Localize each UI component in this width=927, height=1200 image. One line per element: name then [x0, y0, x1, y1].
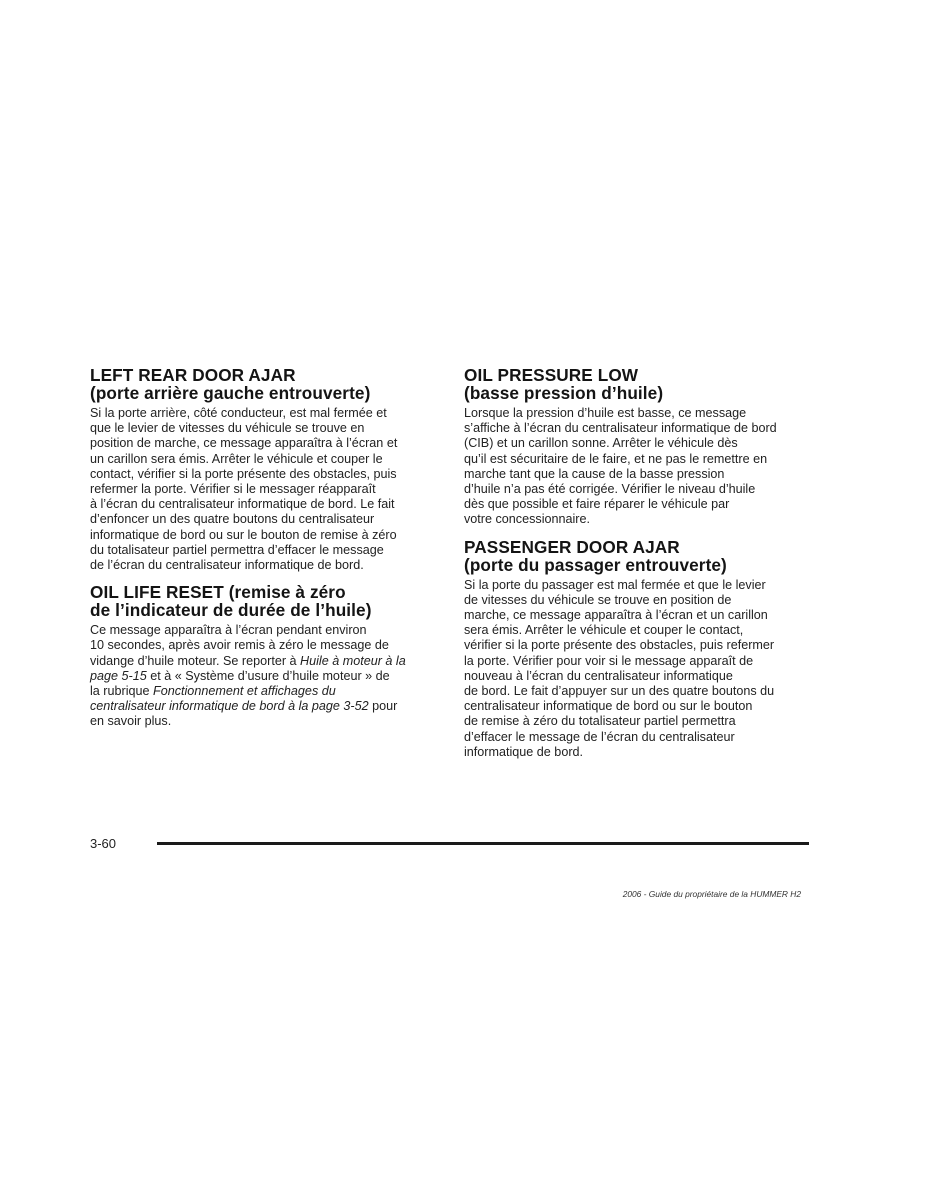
left-column — [90, 366, 438, 740]
section-heading: OIL PRESSURE LOW (basse pression d’huile) — [464, 365, 664, 403]
body-line: s’affiche à l’écran du centralisateur informatique de bord — [464, 421, 777, 436]
body-line: informatique de bord. — [464, 744, 584, 759]
body-line: vérifier si la porte présente des obstacles, puis refermer — [464, 638, 775, 653]
body-line: d’effacer le message de l’écran du centralisateur — [464, 729, 735, 744]
cross-reference-link[interactable]: Fonctionnement et affichages du — [153, 684, 336, 699]
section-left-rear-door-ajar — [90, 366, 438, 573]
section-oil-pressure-low — [464, 366, 812, 528]
body-line: refermer la porte. Vérifier si le messager réapparaît — [90, 482, 376, 497]
body-line: (CIB) et un carillon sonne. Arrêter le véhicule dès — [464, 436, 738, 451]
body-line: d’huile n’a pas été corrigée. Vérifier le niveau d’huile — [464, 482, 756, 497]
body-line: d’enfoncer un des quatre boutons du centralisateur — [90, 512, 375, 527]
body-line: vidange d’huile moteur. Se reporter à Huile à moteur à la — [90, 653, 406, 668]
body-line: de l’écran du centralisateur informatique de bord. — [90, 558, 364, 573]
section-body — [90, 406, 438, 573]
body-line: un carillon sera émis. Arrêter le véhicule et couper le — [90, 451, 383, 466]
body-line: Lorsque la pression d’huile est basse, ce message — [464, 406, 747, 420]
body-line: marche, ce message apparaîtra à l’écran et un carillon — [464, 608, 768, 623]
body-line: à l’écran du centralisateur informatique de bord. Le fait — [90, 497, 395, 512]
body-line: informatique de bord ou sur le bouton de remise à zéro — [90, 527, 397, 542]
body-line: que le levier de vitesses du véhicule se trouve en — [90, 421, 365, 436]
body-line: page 5-15 et à « Système d’usure d’huile moteur » de — [90, 668, 390, 683]
section-body — [90, 623, 438, 729]
body-line: nouveau à l’écran du centralisateur informatique — [464, 668, 733, 683]
right-column — [464, 366, 812, 770]
section-heading: OIL LIFE RESET (remise à zéro de l’indicateur de durée de l’huile) — [90, 582, 372, 621]
section-body — [464, 406, 812, 528]
body-line: position de marche, ce message apparaîtra à l’écran et — [90, 436, 398, 451]
footer-rule — [157, 842, 809, 845]
body-line: 10 secondes, après avoir remis à zéro le message de — [90, 638, 389, 653]
body-line: centralisateur informatique de bord à la page 3-52 pour — [90, 699, 398, 714]
body-line: Si la porte arrière, côté conducteur, est mal fermée et — [90, 406, 387, 420]
body-line: Ce message apparaîtra à l’écran pendant environ — [90, 623, 367, 638]
body-line: de remise à zéro du totalisateur partiel permettra — [464, 714, 736, 729]
body-line: la porte. Vérifier pour voir si le message apparaît de — [464, 653, 754, 668]
cross-reference-link[interactable]: centralisateur informatique de bord à la page 3-52 — [90, 699, 369, 714]
body-line: sera émis. Arrêter le véhicule et couper le contact, — [464, 623, 744, 638]
body-line: Si la porte du passager est mal fermée et que le levier — [464, 577, 766, 592]
body-line: qu’il est sécuritaire de le faire, et ne pas le remettre en — [464, 451, 768, 466]
section-heading: LEFT REAR DOOR AJAR (porte arrière gauche entrouverte) — [90, 365, 371, 403]
body-line: du totalisateur partiel permettra d’effacer le message — [90, 542, 384, 557]
body-line: de bord. Le fait d’appuyer sur un des quatre boutons du — [464, 684, 775, 699]
page-number: 3-60 — [90, 836, 117, 851]
cross-reference-link[interactable]: page 5-15 — [90, 668, 147, 683]
body-line: en savoir plus. — [90, 714, 172, 729]
cross-reference-link[interactable]: Huile à moteur à la — [300, 653, 406, 668]
section-passenger-door-ajar — [464, 538, 812, 760]
footer-text: 2006 - Guide du propriétaire de la HUMMER H2 — [622, 889, 801, 899]
body-line: votre concessionnaire. — [464, 512, 591, 527]
body-line: dès que possible et faire réparer le véhicule par — [464, 497, 730, 512]
section-body — [464, 578, 812, 760]
body-line: de vitesses du véhicule se trouve en position de — [464, 592, 732, 607]
section-oil-life-reset — [90, 583, 438, 729]
body-line: contact, vérifier si la porte présente des obstacles, puis — [90, 466, 397, 481]
body-line: marche tant que la cause de la basse pression — [464, 466, 725, 481]
body-line: centralisateur informatique de bord ou sur le bouton — [464, 699, 753, 714]
body-line: la rubrique Fonctionnement et affichages du — [90, 684, 336, 699]
section-heading: PASSENGER DOOR AJAR (porte du passager entrouverte) — [464, 536, 727, 575]
